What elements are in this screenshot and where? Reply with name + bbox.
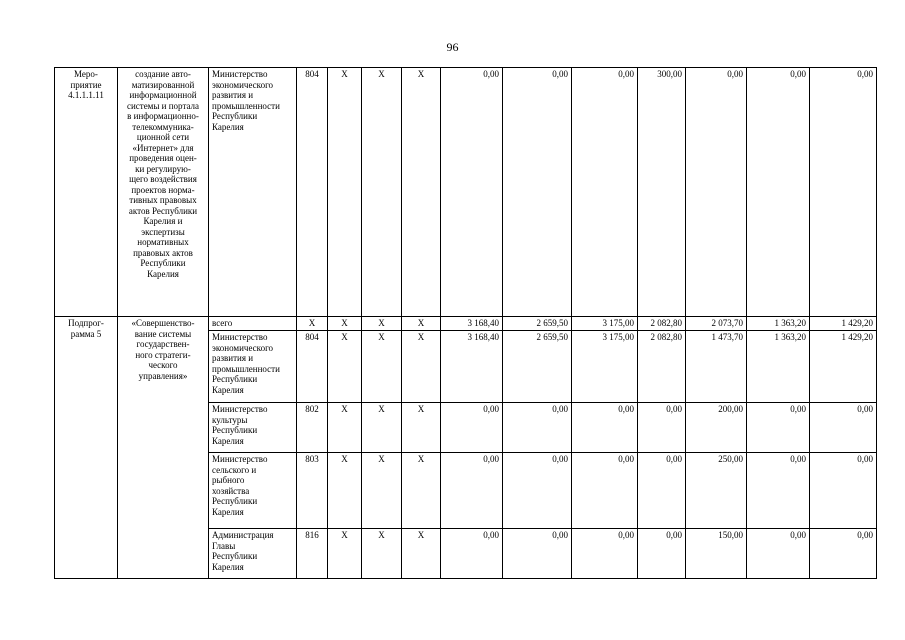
program-name-cell: «Совершенство- вание системы государствен- ного стратеги- ческого управления» — [118, 317, 209, 579]
value-cell: 3 175,00 — [572, 317, 638, 331]
value-cell: 3 168,40 — [441, 331, 503, 403]
x-cell: X — [328, 331, 362, 403]
x-cell: X — [328, 529, 362, 579]
value-cell: 0,00 — [572, 68, 638, 317]
value-cell: 3 175,00 — [572, 331, 638, 403]
x-cell: X — [402, 403, 441, 453]
value-cell: 1 429,20 — [810, 317, 877, 331]
value-cell: 0,00 — [638, 529, 686, 579]
code-cell: 803 — [297, 453, 328, 529]
value-cell: 1 473,70 — [686, 331, 747, 403]
value-cell: 3 168,40 — [441, 317, 503, 331]
value-cell: 0,00 — [747, 529, 810, 579]
value-cell: 300,00 — [638, 68, 686, 317]
executor-cell: Министерство экономического развития и промышленности Республики Карелия — [209, 331, 297, 403]
x-cell: X — [402, 331, 441, 403]
x-cell: X — [362, 453, 402, 529]
value-cell: 0,00 — [572, 403, 638, 453]
code-cell: 816 — [297, 529, 328, 579]
x-cell: X — [402, 317, 441, 331]
x-cell: X — [328, 317, 362, 331]
x-cell: X — [328, 403, 362, 453]
value-cell: 2 659,50 — [503, 317, 572, 331]
x-cell: X — [402, 68, 441, 317]
executor-cell: всего — [209, 317, 297, 331]
value-cell: 0,00 — [503, 453, 572, 529]
value-cell: 0,00 — [572, 453, 638, 529]
x-cell: X — [362, 317, 402, 331]
value-cell: 0,00 — [686, 68, 747, 317]
value-cell: 0,00 — [503, 403, 572, 453]
value-cell: 1 429,20 — [810, 331, 877, 403]
table-row — [55, 68, 877, 317]
x-cell: X — [362, 68, 402, 317]
value-cell: 1 363,20 — [747, 331, 810, 403]
value-cell: 0,00 — [747, 453, 810, 529]
value-cell: 0,00 — [638, 453, 686, 529]
value-cell: 0,00 — [747, 403, 810, 453]
value-cell: 150,00 — [686, 529, 747, 579]
budget-table — [54, 67, 877, 579]
value-cell: 0,00 — [441, 403, 503, 453]
value-cell: 2 073,70 — [686, 317, 747, 331]
value-cell: 0,00 — [810, 529, 877, 579]
executor-cell: Министерство культуры Республики Карелия — [209, 403, 297, 453]
value-cell: 0,00 — [503, 68, 572, 317]
value-cell: 2 082,80 — [638, 317, 686, 331]
program-type-cell: Подпрог- рамма 5 — [55, 317, 118, 579]
value-cell: 0,00 — [441, 453, 503, 529]
program-name-cell: создание авто- матизированной информационной системы и портала в информационно- телекоммуника- ционной сети «Интернет» для проведения оцен- ки регулирую- щего воздействия проектов норма- тивных правовых актов Республики Карелия и экспертизы нормативных правовых актов Республики Карелия — [118, 68, 209, 317]
value-cell: 0,00 — [441, 529, 503, 579]
executor-cell: Министерство экономического развития и промышленности Республики Карелия — [209, 68, 297, 317]
value-cell: 2 659,50 — [503, 331, 572, 403]
value-cell: 2 082,80 — [638, 331, 686, 403]
value-cell: 0,00 — [503, 529, 572, 579]
x-cell: X — [328, 68, 362, 317]
value-cell: 250,00 — [686, 453, 747, 529]
value-cell: 200,00 — [686, 403, 747, 453]
value-cell: 0,00 — [572, 529, 638, 579]
code-cell: 802 — [297, 403, 328, 453]
x-cell: X — [402, 529, 441, 579]
x-cell: X — [362, 331, 402, 403]
code-cell: 804 — [297, 68, 328, 317]
x-cell: X — [328, 453, 362, 529]
value-cell: 0,00 — [638, 403, 686, 453]
value-cell: 0,00 — [810, 68, 877, 317]
code-cell: X — [297, 317, 328, 331]
x-cell: X — [362, 529, 402, 579]
value-cell: 0,00 — [810, 453, 877, 529]
executor-cell: Администрация Главы Республики Карелия — [209, 529, 297, 579]
value-cell: 0,00 — [441, 68, 503, 317]
table-row — [55, 317, 877, 331]
program-type-cell: Меро- приятие 4.1.1.1.11 — [55, 68, 118, 317]
value-cell: 1 363,20 — [747, 317, 810, 331]
value-cell: 0,00 — [810, 403, 877, 453]
value-cell: 0,00 — [747, 68, 810, 317]
page-number: 96 — [446, 40, 459, 54]
x-cell: X — [402, 453, 441, 529]
table-body — [55, 68, 877, 579]
code-cell: 804 — [297, 331, 328, 403]
x-cell: X — [362, 403, 402, 453]
executor-cell: Министерство сельского и рыбного хозяйства Республики Карелия — [209, 453, 297, 529]
